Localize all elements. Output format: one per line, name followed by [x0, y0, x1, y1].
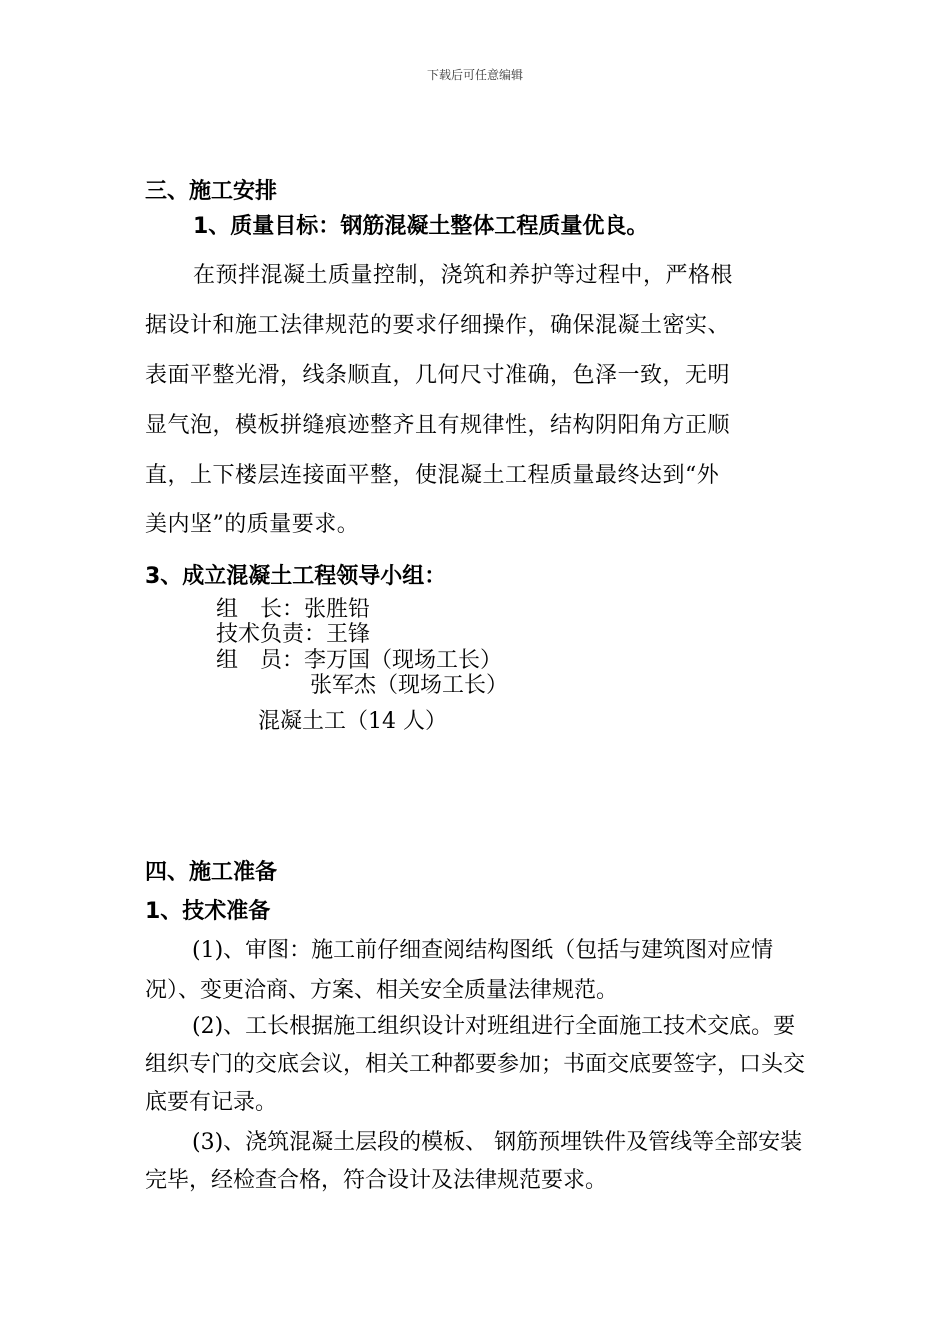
prep-item-2: (2)、工长根据施工组织设计对班组进行全面施工技术交底。要组织专门的交底会议，相关工种都要参加；书面交底要签字，口头交底要有记录。 [145, 1014, 806, 1115]
roster-workers: 混凝土工（14 人） [258, 709, 447, 734]
technical-prep-title: 1、技术准备 [145, 899, 271, 924]
paragraph-line: 直，上下楼层连接面平整，使混凝土工程质量最终达到“外 [145, 463, 720, 488]
paragraph-line: 据设计和施工法律规范的要求仔细操作，确保混凝土密实、 [145, 313, 731, 338]
quality-goal-line [193, 209, 648, 240]
section-4-title: 四、施工准备 [145, 860, 278, 885]
roster-members: 组 员：李万国（现场工长） [216, 648, 503, 673]
roster-tech-lead: 技术负责：王锋 [216, 622, 371, 647]
header-note: 下载后可任意编辑 [426, 68, 523, 82]
quality-goal-label: 1、质量目标： [193, 214, 341, 239]
prep-item-3: (3)、浇筑混凝土层段的模板、 钢筋预埋铁件及管线等全部安装完毕，经检查合格，符合设计及法律规范要求。 [145, 1130, 803, 1193]
roster-members-cont: 张军杰（现场工长） [310, 673, 509, 698]
section-3-title: 三、施工安排 [145, 179, 278, 204]
paragraph-line: 美内坚”的质量要求。 [145, 512, 360, 537]
leadership-group-title: 3、成立混凝土工程领导小组： [145, 564, 447, 589]
paragraph-line: 在预拌混凝土质量控制，浇筑和养护等过程中，严格根 [193, 263, 734, 288]
roster-leader: 组 长：张胜铅 [216, 597, 371, 622]
quality-goal-value: 钢筋混凝土整体工程质量优良。 [340, 214, 649, 239]
paragraph-line: 表面平整光滑，线条顺直，几何尺寸准确，色泽一致，无明 [145, 363, 731, 388]
paragraph-line: 显气泡，模板拼缝痕迹整齐且有规律性，结构阴阳角方正顺 [145, 413, 731, 438]
prep-item-1: (1)、审图：施工前仔细查阅结构图纸（包括与建筑图对应情况）、变更洽商、方案、相关安全质量法律规范。 [145, 938, 774, 1003]
